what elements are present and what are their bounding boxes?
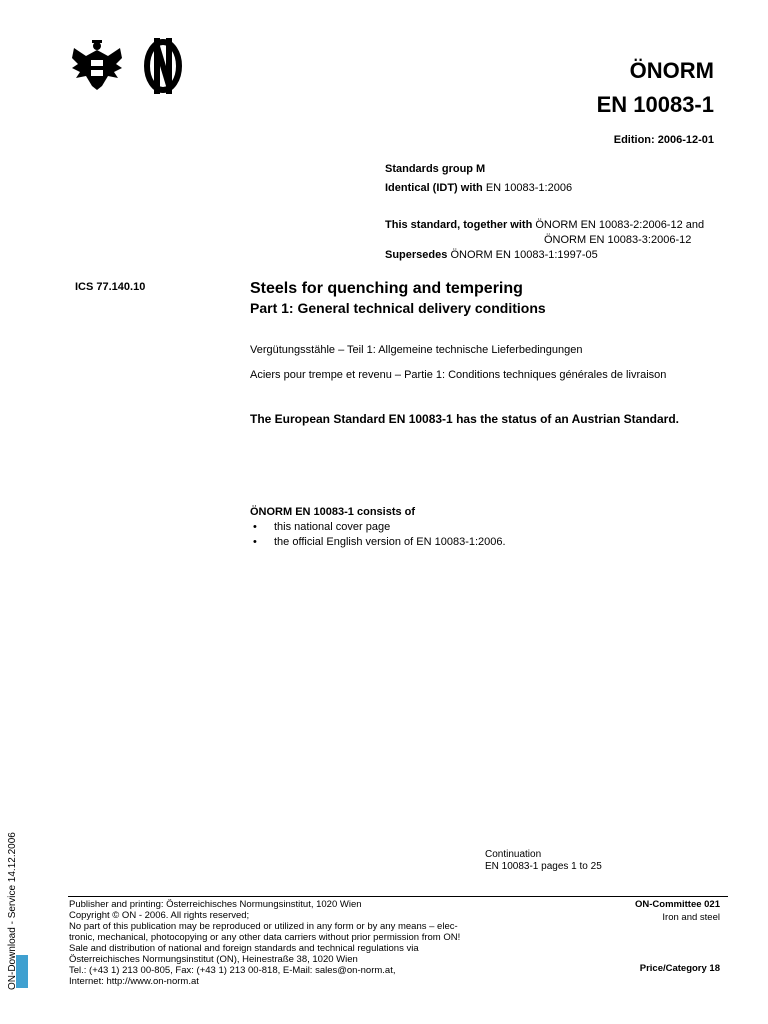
download-stamp: ON-Download - Service 14.12.2006	[7, 832, 18, 990]
supersedes	[385, 249, 598, 261]
french-title: Aciers pour trempe et revenu – Partie 1: Conditions techniques générales de livraison	[250, 369, 667, 381]
publisher-info	[69, 899, 549, 987]
header-logos	[68, 36, 188, 96]
continuation-note	[485, 849, 602, 873]
list-item: • this national cover page	[250, 520, 506, 535]
identical-with	[385, 182, 572, 194]
part-title: Part 1: General technical delivery conditions	[250, 300, 546, 316]
committee-name: Iron and steel	[662, 912, 720, 923]
edition-date: Edition: 2006-12-01	[613, 134, 714, 146]
consists-list	[250, 520, 506, 550]
austrian-eagle-icon	[72, 40, 122, 90]
supersedes-label: Supersedes	[385, 249, 448, 261]
status-statement: The European Standard EN 10083-1 has the status of an Austrian Standard.	[250, 412, 679, 426]
identical-label: Identical (IDT) with	[385, 182, 483, 194]
publisher-line: No part of this publication may be reproduced or utilized in any form or by any means – elec-	[69, 921, 458, 932]
committee-number: ON-Committee 021	[635, 899, 720, 910]
together-value-2: ÖNORM EN 10083-3:2006-12	[544, 234, 692, 246]
main-title: Steels for quenching and tempering	[250, 280, 523, 297]
german-title: Vergütungsstähle – Teil 1: Allgemeine technische Lieferbedingungen	[250, 344, 583, 356]
standards-group: Standards group M	[385, 163, 486, 175]
footer-divider	[68, 896, 728, 897]
publisher-line: tronic, mechanical, photocopying or any other data carriers without prior permission from ON!	[69, 932, 461, 943]
publisher-line: Tel.: (+43 1) 213 00-805, Fax: (+43 1) 213 00-818, E-Mail: sales@on-norm.at,	[69, 965, 396, 976]
list-item: • the official English version of EN 10083-1:2006.	[250, 535, 506, 550]
together-value-1: ÖNORM EN 10083-2:2006-12 and	[535, 219, 705, 231]
publisher-line: Internet: http://www.on-norm.at	[69, 976, 199, 987]
identical-value: EN 10083-1:2006	[485, 182, 573, 194]
publisher-line: Copyright © ON - 2006. All rights reserved;	[69, 910, 250, 921]
publisher-line: Publisher and printing: Österreichisches Normungsinstitut, 1020 Wien	[69, 899, 362, 910]
supersedes-value: ÖNORM EN 10083-1:1997-05	[450, 249, 598, 261]
ics-code: ICS 77.140.10	[75, 281, 146, 293]
continuation-label: Continuation	[485, 849, 542, 860]
on-logo-icon	[147, 38, 179, 94]
publisher-line: Sale and distribution of national and foreign standards and technical regulations via	[69, 943, 419, 954]
document-number: EN 10083-1	[596, 92, 714, 117]
price-category: Price/Category 18	[639, 963, 720, 974]
continuation-pages: EN 10083-1 pages 1 to 25	[485, 861, 602, 872]
together-with	[385, 219, 704, 231]
together-label: This standard, together with	[385, 219, 533, 231]
consists-heading: ÖNORM EN 10083-1 consists of	[250, 506, 416, 518]
document-title: ÖNORM	[629, 58, 714, 83]
publisher-line: Österreichisches Normungsinstitut (ON), Heinestraße 38, 1020 Wien	[69, 954, 358, 965]
